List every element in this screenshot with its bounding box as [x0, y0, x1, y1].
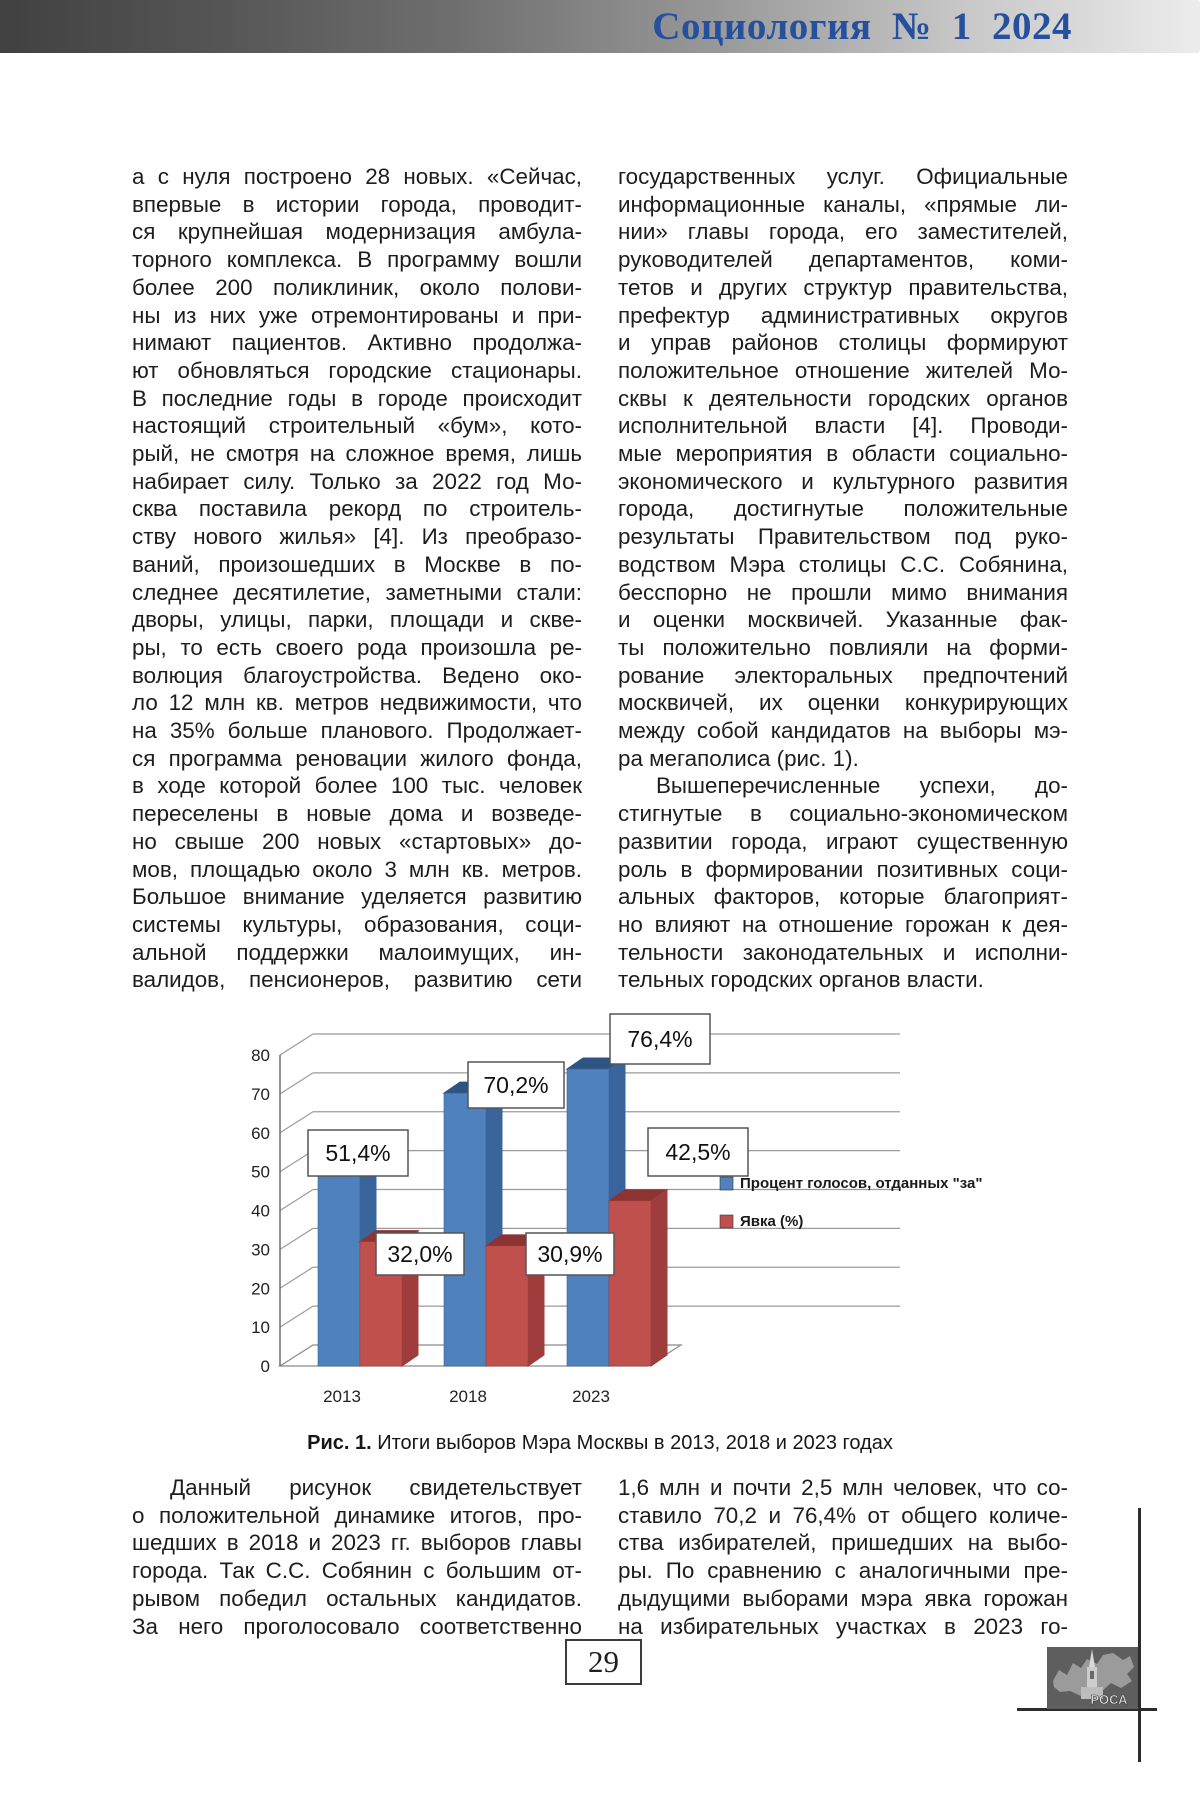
text-line: префектур административных округов: [618, 302, 1068, 328]
text-line: ся программа реновации жилого фонда,: [132, 745, 582, 771]
text-line: положительное отношение жителей Мо-: [618, 357, 1068, 383]
svg-text:70,2%: 70,2%: [483, 1072, 549, 1098]
text-line: на 35% больше планового. Продолжает-: [132, 718, 582, 744]
svg-text:Процент голосов, отданных "за": Процент голосов, отданных "за": [740, 1175, 983, 1192]
text-line: мов, площадью около 3 млн кв. метров.: [132, 856, 582, 882]
text-line: результаты Правительством под руко-: [618, 524, 1068, 550]
svg-text:0: 0: [260, 1357, 270, 1376]
text-line: следнее десятилетие, заметными стали:: [132, 579, 582, 605]
svg-text:2018: 2018: [449, 1387, 487, 1406]
text-line: дыдущими выборами мэра явка горожан: [618, 1585, 1068, 1611]
text-line: рывом победил остальных кандидатов.: [132, 1585, 582, 1611]
text-line: развитии города, играют существенную: [618, 828, 1068, 854]
text-line: 1,6 млн и почти 2,5 млн человек, что со-: [618, 1475, 1068, 1500]
svg-text:20: 20: [251, 1279, 270, 1299]
svg-text:Явка (%): Явка (%): [740, 1213, 804, 1230]
text-line: торного комплекса. В программу вошли: [132, 247, 582, 273]
data-label-2023-turnout: [648, 1128, 748, 1176]
svg-text:80: 80: [251, 1046, 270, 1065]
text-line: государственных услуг. Официальные: [618, 164, 1068, 189]
text-line: ют обновляться городские стационары.: [132, 357, 582, 383]
text-line: экономического и культурного развития: [618, 468, 1068, 494]
left-column-bottom-text: [132, 1474, 582, 1640]
journal-title: Социология № 1 2024: [652, 5, 1072, 48]
x-axis-labels: [323, 1387, 610, 1406]
svg-text:10: 10: [251, 1318, 270, 1338]
svg-text:51,4%: 51,4%: [325, 1140, 391, 1166]
svg-text:30: 30: [251, 1240, 270, 1260]
text-line: системы культуры, образования, соци-: [132, 911, 582, 937]
right-column-bottom-text: [618, 1474, 1068, 1640]
text-line: ло 12 млн кв. метров недвижимости, что: [132, 690, 582, 716]
text-line: нимают пациентов. Активно продолжа-: [132, 330, 582, 356]
text-line: ты положительно повлияли на форми-: [618, 634, 1068, 660]
text-line: ства избирателей, пришедших на выбо-: [618, 1530, 1068, 1556]
bar-2023-turnout: [609, 1190, 667, 1366]
text-line: города. Так С.С. Собянин с большим от-: [132, 1558, 582, 1584]
text-line: и оценки москвичей. Указанные фак-: [618, 607, 1068, 633]
figure-caption: [132, 1432, 1068, 1455]
figure-1-chart: [200, 988, 1040, 1425]
text-line: настоящий строительный «бум», кото-: [132, 413, 582, 439]
svg-text:40: 40: [251, 1201, 270, 1221]
corner-vertical-rule: [1138, 1508, 1141, 1762]
text-line: сква поставила рекорд по строитель-: [132, 496, 582, 522]
text-line: информационные каналы, «прямые ли-: [618, 191, 1068, 217]
text-line: тельности законодательных и исполни-: [618, 939, 1068, 965]
text-line: ся крупнейшая модернизация амбула-: [132, 219, 582, 245]
rosa-logo-text: РОСА: [1090, 1692, 1128, 1707]
text-line: бесспорно не прошли мимо внимания: [618, 579, 1068, 605]
figure-caption-label: Рис. 1.: [307, 1432, 372, 1454]
svg-text:2013: 2013: [323, 1387, 361, 1406]
text-line: но свыше 200 новых «стартовых» до-: [132, 828, 582, 854]
text-line: более 200 поликлиник, около полови-: [132, 274, 582, 300]
text-line: тетов и других структур правительства,: [618, 274, 1068, 300]
text-line: альных факторов, которые благоприят-: [618, 884, 1068, 910]
text-line: москвичей, их оценки конкурирующих: [618, 690, 1068, 716]
text-line: ры, то есть своего рода произошла ре-: [132, 634, 582, 660]
text-line: руководителей департаментов, коми-: [618, 247, 1068, 273]
text-line: но влияют на отношение горожан к дея-: [618, 911, 1068, 937]
text-line: набирает силу. Только за 2022 год Мо-: [132, 468, 582, 494]
text-line: мые мероприятия в области социально-: [618, 441, 1068, 467]
text-line: водством Мэра столицы С.С. Собянина,: [618, 551, 1068, 577]
svg-text:42,5%: 42,5%: [665, 1139, 731, 1165]
chart-legend: [720, 1175, 983, 1230]
data-label-2018-turnout: [526, 1233, 614, 1275]
text-line: роль в формировании позитивных соци-: [618, 856, 1068, 882]
rosa-logo-image: [1047, 1647, 1138, 1709]
svg-text:76,4%: 76,4%: [627, 1026, 693, 1052]
data-label-2013-turnout: [376, 1233, 464, 1275]
page-number: 29: [565, 1639, 642, 1685]
text-line: на избирательных участках в 2023 го-: [618, 1613, 1068, 1639]
y-axis-tick-labels: [251, 1046, 270, 1376]
text-line: ставило 70,2 и 76,4% от общего количе-: [618, 1502, 1068, 1528]
text-line: сквы к деятельности городских органов: [618, 385, 1068, 411]
text-line: ра мегаполиса (рис. 1).: [618, 745, 859, 771]
text-line: В последние годы в городе происходит: [132, 385, 582, 411]
text-line: ны из них уже отремонтированы и при-: [132, 302, 582, 328]
text-line: ству нового жилья» [4]. Из преобразо-: [132, 524, 582, 550]
text-line: Вышеперечисленные успехи, до-: [656, 773, 1068, 799]
text-line: переселены в новые дома и возведе-: [132, 801, 582, 827]
text-line: рый, не смотря на сложное время, лишь: [132, 441, 582, 467]
svg-text:50: 50: [251, 1162, 270, 1182]
right-column-text: [618, 163, 1068, 994]
text-line: а с нуля построено 28 новых. «Сейчас,: [132, 164, 582, 189]
text-line: стигнутые в социально-экономическом: [618, 801, 1068, 827]
header-gradient-bar: [0, 0, 1200, 53]
text-line: в ходе которой более 100 тыс. человек: [132, 773, 582, 799]
svg-text:32,0%: 32,0%: [387, 1241, 453, 1267]
text-line: ры. По сравнению с аналогичными пре-: [618, 1558, 1068, 1584]
text-line: дворы, улицы, парки, площади и скве-: [132, 607, 582, 633]
svg-text:2023: 2023: [572, 1387, 610, 1406]
text-line: о положительной динамике итогов, про-: [132, 1502, 582, 1528]
text-line: Большое внимание уделяется развитию: [132, 884, 582, 910]
text-line: За него проголосовало соответственно: [132, 1613, 582, 1639]
text-line: тельных городских органов власти.: [618, 967, 984, 993]
text-line: рование электоральных предпочтений: [618, 662, 1068, 688]
data-label-2013-votes: [308, 1130, 408, 1176]
text-line: исполнительной власти [4]. Проводи-: [618, 413, 1068, 439]
data-label-2018-votes: [468, 1062, 564, 1108]
svg-text:30,9%: 30,9%: [537, 1241, 603, 1267]
bar-chart-3d: [200, 988, 1040, 1425]
rosa-logo: [1047, 1647, 1138, 1709]
text-line: города, достигнутые положительные: [618, 496, 1068, 522]
text-line: впервые в истории города, проводит-: [132, 191, 582, 217]
text-line: шедших в 2018 и 2023 гг. выборов главы: [132, 1530, 582, 1556]
text-line: волюция благоустройства. Ведено око-: [132, 662, 582, 688]
text-line: и управ районов столицы формируют: [618, 330, 1068, 356]
text-line: валидов, пенсионеров, развитию сети: [132, 967, 582, 993]
svg-text:60: 60: [251, 1123, 270, 1143]
text-line: между собой кандидатов на выборы мэ-: [618, 718, 1068, 744]
left-column-text: [132, 163, 582, 994]
text-line: альной поддержки малоимущих, ин-: [132, 939, 582, 965]
figure-caption-text: Итоги выборов Мэра Москвы в 2013, 2018 и 2023 годах: [371, 1432, 893, 1454]
data-label-2023-votes: [610, 1014, 710, 1064]
text-line: Данный рисунок свидетельствует: [170, 1475, 582, 1500]
text-line: ваний, произошедших в Москве в по-: [132, 551, 582, 577]
text-line: нии» главы города, его заместителей,: [618, 219, 1068, 245]
svg-text:70: 70: [251, 1084, 270, 1104]
